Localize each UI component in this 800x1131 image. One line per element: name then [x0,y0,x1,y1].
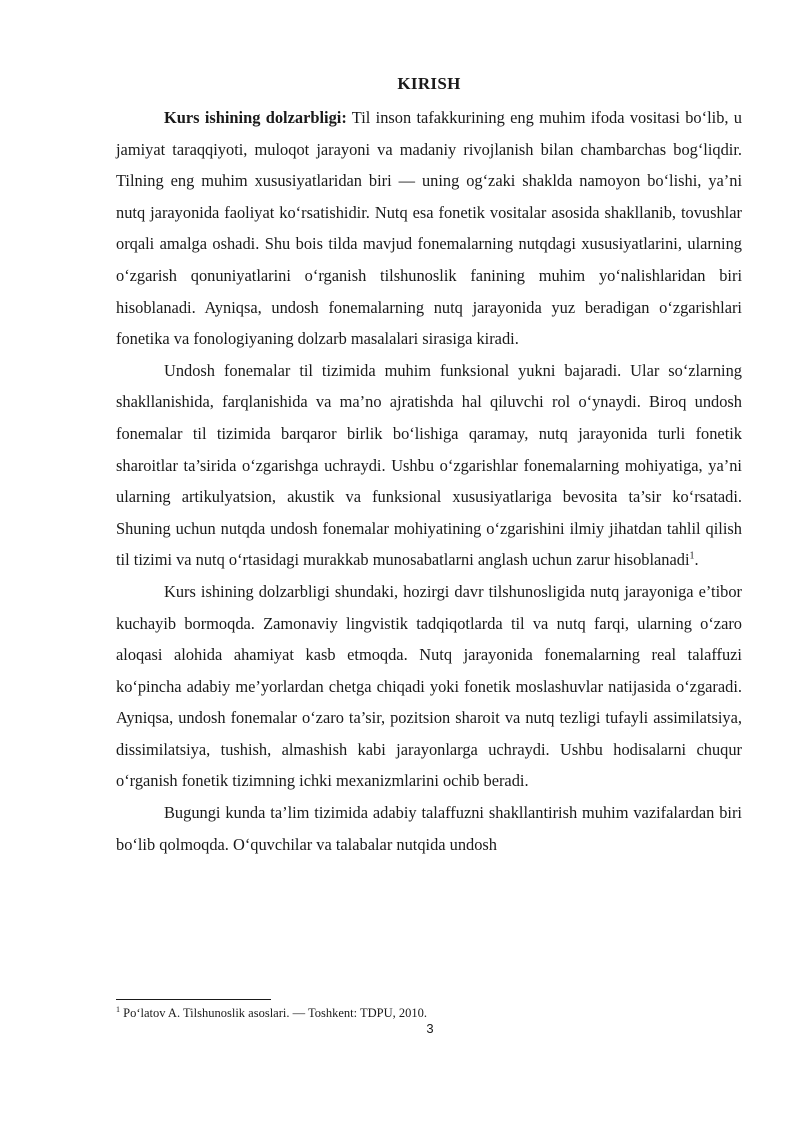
paragraph-consonant-phonemes [116,355,742,576]
page-number: 3 [426,1021,434,1036]
paragraph-text: Til inson tafakkurining eng muhim ifoda vositasi bo‘lib, u jamiyat taraqqiyoti, muloqot jarayoni va madaniy rivojlanish bilan chambarchas bog‘liqdir. Tilning eng muhim xususiyatlaridan biri — uning og‘zaki shaklda namoyon bo‘lishi, ya’ni nutq jarayonida faoliyat ko‘rsatishidir. Nutq esa fonetik vositalar asosida shakllanib, tovushlar orqali amalga oshadi. Shu bois tilda mavjud fonemalarning nutqdagi xususiyatlarini, ularning o‘zgarish qonuniyatlarini o‘rganish tilshunoslik fanining muhim yo‘nalishlaridan biri hisoblanadi. Ayniqsa, undosh fonemalarning nutq jarayonida yuz beradigan o‘zgarishlari fonetika va fonologiyaning dolzarb masalalari sirasiga kiradi. [116,108,742,349]
footnote-text: Po‘latov A. Tilshunoslik asoslari. — Toshkent: TDPU, 2010. [120,1006,428,1020]
page-body [116,72,742,860]
paragraph-text: Kurs ishining dolzarbligi shundaki, hozirgi davr tilshunosligida nutq jarayoniga e’tibor kuchayib bormoqda. Zamonaviy lingvistik tadqiqotlarda til va nutq farqi, ularning o‘zaro aloqasi alohida ahamiyat kasb etmoqda. Nutq jarayonida fonemalarning real talaffuzi ko‘pincha adabiy me’yorlardan chetga chiqadi yoki fonetik moslashuvlar natijasida o‘zgaradi. Ayniqsa, undosh fonemalar o‘zaro ta’sir, pozitsion sharoit va nutq tezligi tufayli assimilatsiya, dissimilatsiya, tushish, almashish kabi jarayonlarga uchraydi. Ushbu hodisalarni chuqur o‘rganish fonetik tizimning ichki mexanizmlarini ochib beradi. [116,581,742,791]
paragraph-tail: . [694,550,699,570]
paragraph-relevance [116,102,742,355]
paragraph-lead: Kurs ishining dolzarbligi: [164,108,347,127]
footnote-marker: 1 [116,1004,120,1014]
paragraph-education [116,797,742,860]
footnote-divider [116,999,271,1000]
footnote [116,1005,742,1021]
paragraph-modern-linguistics [116,576,742,797]
paragraph-text: Undosh fonemalar til tizimida muhim funksional yukni bajaradi. Ular so‘zlarning shakllanishida, farqlanishida va ma’no ajratishda hal qiluvchi rol o‘ynaydi. Biroq undosh fonemalar til tizimida barqaror birlik bo‘lishiga qaramay, nutq jarayonida turli fonetik sharoitlar ta’sirida o‘zgarishga uchraydi. Ushbu o‘zgarishlar fonemalarning mohiyatiga, ya’ni ularning artikulyatsion, akustik va funksional xususiyatlariga bevosita ta’sir ko‘rsatadi. Shuning uchun nutqda undosh fonemalar mohiyatining o‘zgarishini ilmiy jihatdan tahlil qilish til tizimi va nutq o‘rtasidagi murakkab munosabatlarni anglash uchun zarur hisoblanadi [116,360,742,570]
paragraph-text: Bugungi kunda ta’lim tizimida adabiy talaffuzni shakllantirish muhim vazifalardan biri bo‘lib qolmoqda. O‘quvchilar va talabalar nutqida undosh [116,803,742,854]
footnote-reference[interactable]: 1 [689,550,695,562]
page-title: KIRISH [397,74,461,93]
